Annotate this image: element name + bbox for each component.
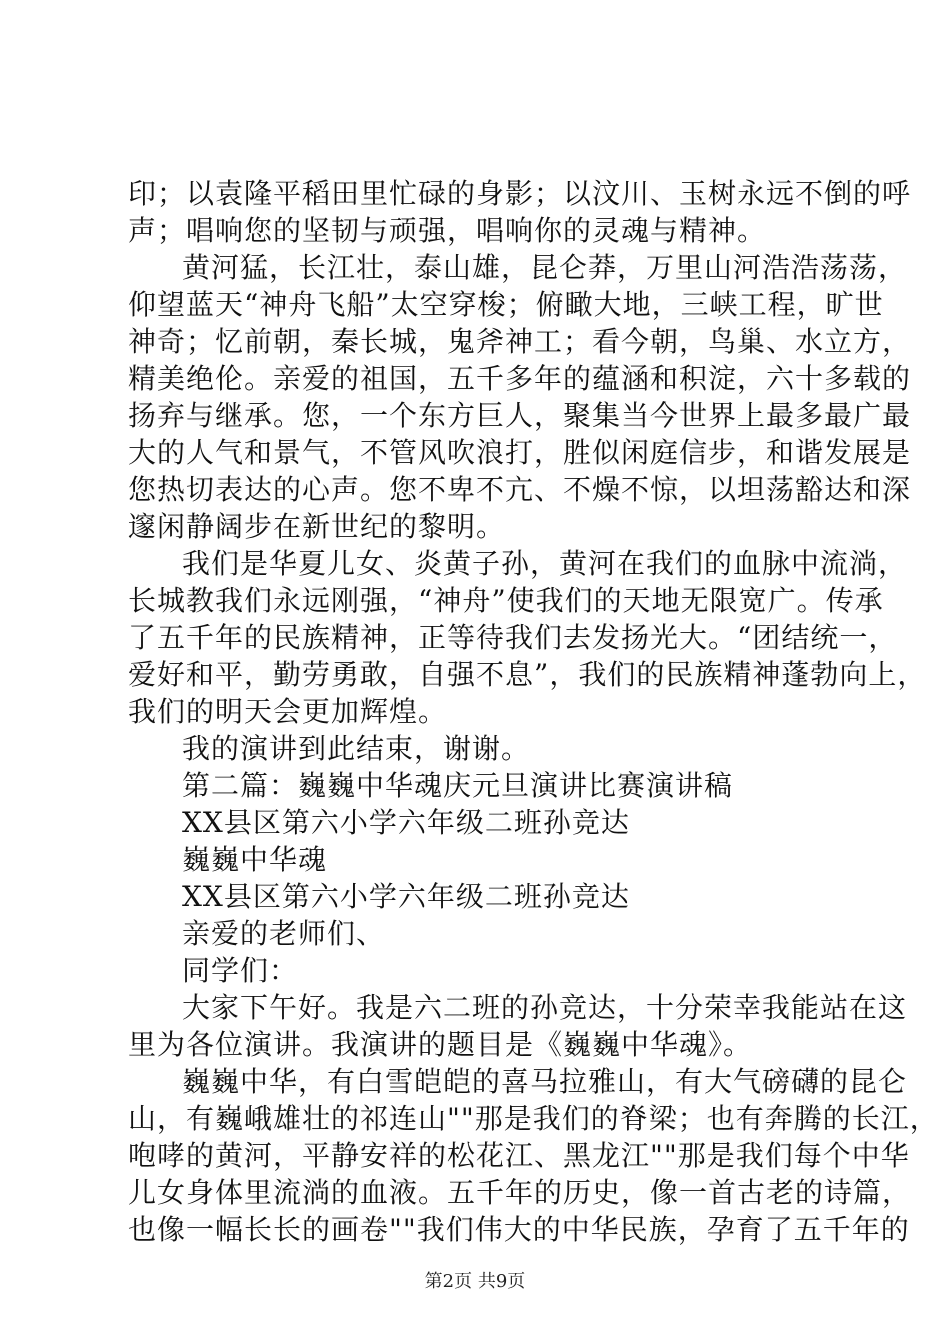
text-line: 扬弃与继承。您，一个东方巨人，聚集当今世界上最多最广最	[128, 399, 912, 432]
text-line: 我们是华夏儿女、炎黄子孙，黄河在我们的血脉中流淌，	[182, 547, 908, 580]
text-line: 巍巍中华，有白雪皑皑的喜马拉雅山，有大气磅礴的昆仑	[182, 1065, 908, 1098]
greeting-line: 同学们：	[182, 954, 299, 987]
greeting-line: 亲爱的老师们、	[182, 917, 386, 950]
text-line: 您热切表达的心声。您不卑不亢、不燥不惊，以坦荡豁达和深	[128, 473, 912, 506]
text-line: 了五千年的民族精神，正等待我们去发扬光大。“团结统一，	[128, 621, 898, 654]
text-line: 神奇；忆前朝，秦长城，鬼斧神工；看今朝，鸟巢、水立方，	[128, 325, 912, 358]
text-line: 大家下午好。我是六二班的孙竞达，十分荣幸我能站在这	[182, 991, 908, 1024]
text-line: 儿女身体里流淌的血液。五千年的历史，像一首古老的诗篇，	[128, 1176, 912, 1209]
text-line: 咆哮的黄河，平静安祥的松花江、黑龙江""那是我们每个中华	[128, 1139, 910, 1172]
text-line: 精美绝伦。亲爱的祖国，五千多年的蕴涵和积淀，六十多载的	[128, 362, 912, 395]
text-line: 黄河猛，长江壮，泰山雄，昆仑莽，万里山河浩浩荡荡，	[182, 251, 908, 284]
text-line: 声；唱响您的坚韧与顽强，唱响你的灵魂与精神。	[128, 214, 767, 247]
text-line: 爱好和平，勤劳勇敢，自强不息”，我们的民族精神蓬勃向上，	[128, 658, 927, 691]
text-line: 山，有巍峨雄壮的祁连山""那是我们的脊梁；也有奔腾的长江，	[128, 1102, 939, 1135]
text-line: 长城教我们永远刚强，“神舟”使我们的天地无限宽广。传承	[128, 584, 884, 617]
text-line: 仰望蓝天“神舟飞船”太空穿梭；俯瞰大地，三峡工程，旷世	[128, 288, 884, 321]
section-heading: 第二篇：巍巍中华魂庆元旦演讲比赛演讲稿	[182, 769, 734, 802]
text-line: 我的演讲到此结束，谢谢。	[182, 732, 531, 765]
text-line: 邃闲静阔步在新世纪的黎明。	[128, 510, 506, 543]
author-line: XX县区第六小学六年级二班孙竞达	[182, 806, 630, 839]
text-line: 也像一幅长长的画卷""我们伟大的中华民族，孕育了五千年的	[128, 1213, 910, 1246]
text-line: 我们的明天会更加辉煌。	[128, 695, 448, 728]
text-line: 印；以袁隆平稻田里忙碌的身影；以汶川、玉树永远不倒的呼	[128, 177, 912, 210]
text-line: 里为各位演讲。我演讲的题目是《巍巍中华魂》。	[128, 1028, 753, 1061]
page-footer: 第2页 共9页	[424, 1271, 526, 1292]
speech-title: 巍巍中华魂	[182, 843, 328, 876]
text-line: 大的人气和景气，不管风吹浪打，胜似闲庭信步，和谐发展是	[128, 436, 912, 469]
author-line: XX县区第六小学六年级二班孙竞达	[182, 880, 630, 913]
